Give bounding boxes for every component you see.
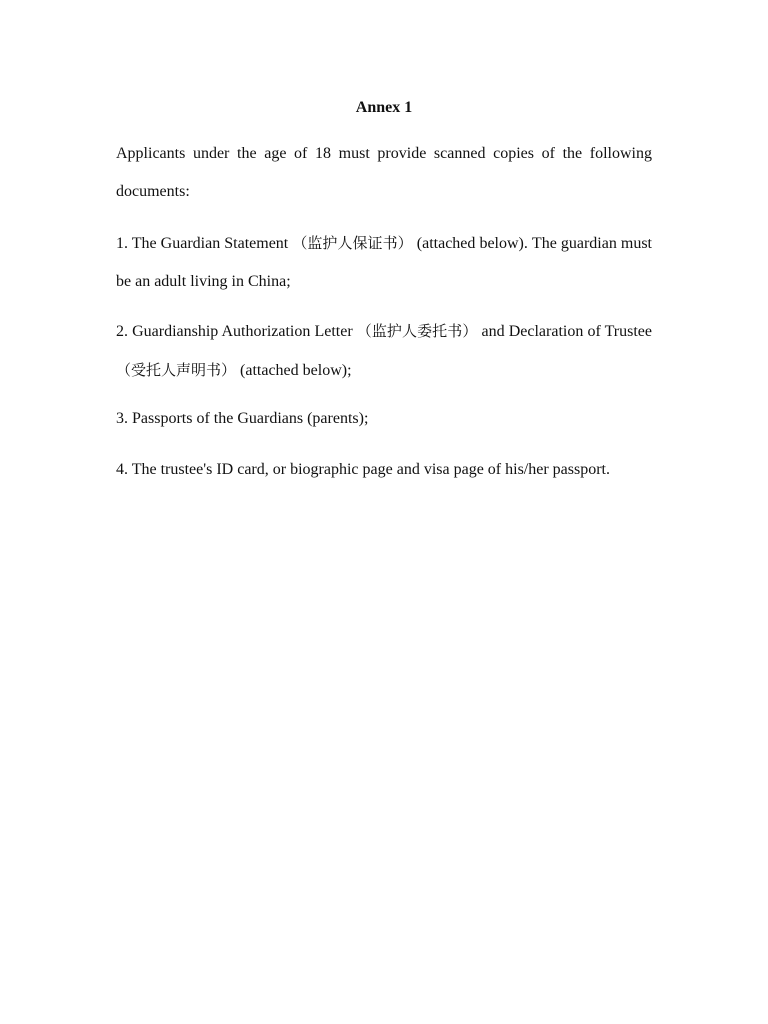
list-item-2-chinese-2: （受托人声明书） bbox=[116, 361, 237, 379]
page-title: Annex 1 bbox=[355, 99, 413, 116]
list-item-2 bbox=[116, 312, 652, 390]
list-item-1 bbox=[116, 224, 652, 301]
intro-paragraph: Applicants under the age of 18 must provide scanned copies of the following documents: bbox=[116, 145, 652, 200]
list-item-1-suffix: (attached below). The guardian must be an adult living in China; bbox=[116, 235, 652, 290]
list-item-1-prefix: 1. The Guardian Statement bbox=[116, 235, 293, 252]
list-item-4: 4. The trustee's ID card, or biographic page and visa page of his/her passport. bbox=[116, 461, 610, 478]
list-item-2-suffix: (attached below); bbox=[236, 362, 352, 379]
list-item-1-chinese: （监护人保证书） bbox=[292, 234, 413, 252]
list-item-2-chinese: （监护人委托书） bbox=[356, 322, 478, 340]
list-item-2-middle: and Declaration of Trustee bbox=[477, 323, 652, 340]
list-item-2-prefix: 2. Guardianship Authorization Letter bbox=[116, 323, 357, 340]
list-item-3: 3. Passports of the Guardians (parents); bbox=[116, 410, 369, 427]
